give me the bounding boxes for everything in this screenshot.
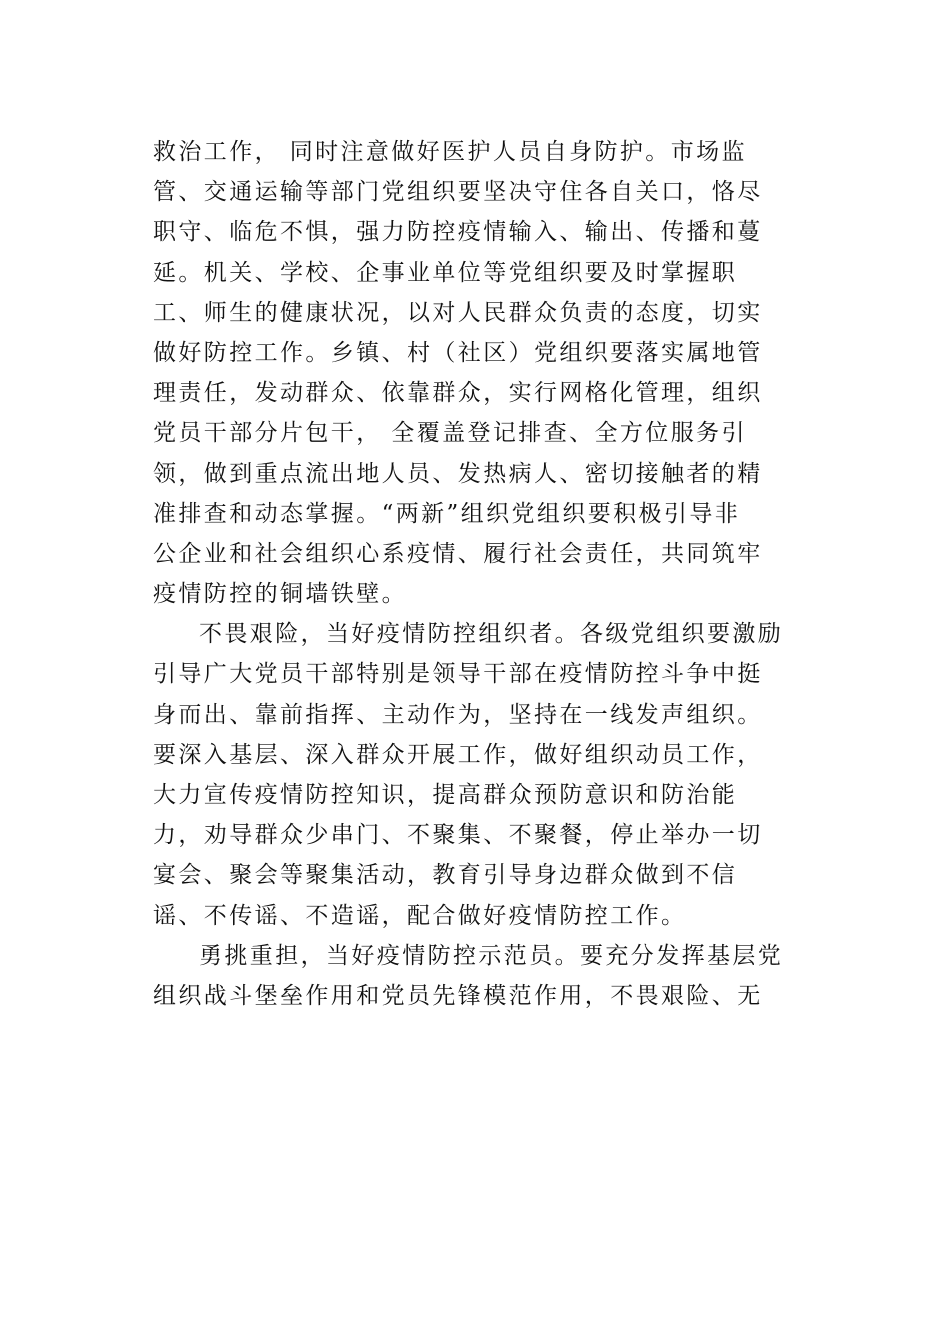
text-line-7: 理责任，发动群众、依靠群众，实行网格化管理，组织 [153,380,763,407]
text-line-17: 大力宣传疫情防控知识，提高群众预防意识和防治能 [153,782,738,808]
text-line-4: 延。机关、学校、企事业单位等党组织要及时掌握职 [153,259,738,286]
text-line-5: 工、师生的健康状况，以对人民群众负责的态度，切实 [153,299,763,326]
text-line-2: 管、交通运输等部门党组织要坚决守住各自关口，恪尽 [153,179,763,206]
text-line-12: 疫情防控的铜墙铁壁。 [153,581,407,608]
body-text [153,132,813,1016]
text-line-6: 做好防控工作。乡镇、村（社区）党组织要落实属地管 [153,339,763,366]
text-line-16: 要深入基层、深入群众开展工作，做好组织动员工作， [153,741,763,768]
text-line-10: 准排查和动态掌握。“两新”组织党组织要积极引导非 [153,500,741,527]
paragraph-3-first-line: 勇挑重担，当好疫情防控示范员。要充分发挥基层党 [199,942,784,969]
text-line-8: 党员干部分片包干， 全覆盖登记排查、全方位服务引 [153,420,747,447]
text-line-22: 组织战斗堡垒作用和党员先锋模范作用，不畏艰险、无 [153,982,763,1009]
text-line-20: 谣、不传谣、不造谣，配合做好疫情防控工作。 [153,902,687,929]
text-line-18: 力，劝导群众少串门、不聚集、不聚餐，停止举办一切 [153,822,763,849]
paragraph-2-first-line: 不畏艰险，当好疫情防控组织者。各级党组织要激励 [199,621,784,648]
text-line-3: 职守、临危不惧，强力防控疫情输入、输出、传播和蔓 [153,219,763,246]
text-line-11: 公企业和社会组织心系疫情、履行社会责任，共同筑牢 [153,540,763,567]
text-line-19: 宴会、聚会等聚集活动，教育引导身边群众做到不信 [153,862,738,889]
text-line-14: 引导广大党员干部特别是领导干部在疫情防控斗争中挺 [153,661,763,688]
text-line-9: 领，做到重点流出地人员、发热病人、密切接触者的精 [153,460,763,487]
text-line-1: 救治工作， 同时注意做好医护人员自身防护。市场监 [153,139,747,165]
text-line-15: 身而出、靠前指挥、主动作为，坚持在一线发声组织。 [153,701,763,728]
